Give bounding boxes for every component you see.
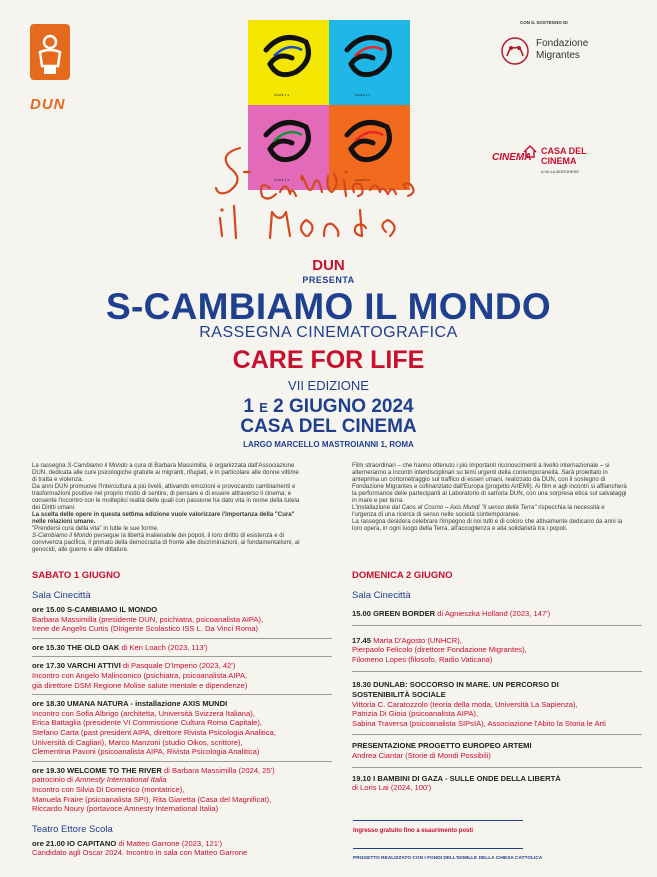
program-event bbox=[32, 643, 332, 653]
venue-name: CASA DEL CINEMA bbox=[240, 416, 417, 437]
event-title: ore 17.30 VARCHI ATTIVI bbox=[32, 661, 121, 671]
event-detail bbox=[32, 775, 332, 785]
event-detail: Manuela Fraire (psicoanalista SPI), Rita Giaretta (Casa del Magnificat), bbox=[32, 794, 272, 804]
program-day-1 bbox=[32, 570, 332, 858]
program-event bbox=[32, 699, 332, 757]
care-title: CARE FOR LIFE bbox=[232, 346, 425, 374]
event-title: ore 18.30 UMANA NATURA - installazione AXIS MUNDI bbox=[32, 699, 228, 709]
casa-del-cinema-name bbox=[541, 146, 611, 166]
event-detail-text: Amnesty International Italia bbox=[75, 775, 167, 785]
program-event bbox=[352, 609, 642, 619]
presenta-label: PRESENTA bbox=[302, 275, 355, 285]
event-credit: di Barbara Massimilla (2024, 25') bbox=[161, 765, 275, 775]
program-day-2 bbox=[352, 570, 642, 793]
intro-text: S-Cambiamo il Mondo bbox=[67, 462, 128, 469]
footer-rule bbox=[353, 848, 523, 849]
intro-right-column bbox=[352, 462, 627, 532]
intro-paragraph: Film straordinari – che hanno ottenuto i più importanti riconoscimenti a livello internazionale – si alterneranno a incontri interdisciplinari su temi urgenti della contemporaneità. Sarà proiettato in anteprima un cortometraggio sul traffico di esseri umani, realizzato da DUN, con il sostegno di Fondazione Migrantes e cofinanziato dall'Europa (progetto ArtEMI). Ai film e agli incontri si affiancherà la performance delle partecipanti al Laboratorio di sartoria DUN, con una sorpresa etica sul salvataggi in mare e per terra. bbox=[352, 462, 627, 504]
intro-paragraph bbox=[32, 462, 302, 483]
divider bbox=[352, 767, 642, 768]
program-event bbox=[32, 839, 332, 858]
intro-text: La rassegna bbox=[32, 462, 68, 469]
program-event bbox=[32, 605, 332, 634]
funding-note: PROGETTO REALIZZATO CON I FONDI DELL'8XMILLE DELLA CHIESA CATTOLICA bbox=[353, 856, 543, 861]
divider bbox=[32, 656, 332, 657]
intro-text: dal Caos al Cosmo – Axis Mundi "il senso della Terra" bbox=[391, 504, 537, 511]
program-event bbox=[352, 741, 642, 760]
event-detail: già direttore DSM Regione Molise salute mentale e dipendenze) bbox=[32, 680, 248, 690]
program-event bbox=[352, 636, 642, 665]
subtitle: RASSEGNA CINEMATOGRAFICA bbox=[199, 324, 458, 341]
house-icon bbox=[523, 144, 537, 158]
divider bbox=[32, 638, 332, 639]
artwork-scale-label: SCALE 1:1 bbox=[355, 178, 371, 182]
intro-text: rispecchia la necessità e l'urgenza di una ricerca di senso nelle società contemporanee. bbox=[352, 504, 605, 518]
intro-paragraph: La rassegna desidera celebrare l'impegno di noi tutti e di coloro che attivamente dedicano da anni la loro opera, in ogni luogo della Terra, all'accoglienza e alla solidarietà tra i popoli. bbox=[352, 518, 623, 532]
fondazione-line: Fondazione bbox=[536, 38, 589, 49]
event-title: 19.10 I BAMBINI DI GAZA - SULLE ONDE DELLA LIBERTÀ bbox=[352, 773, 561, 783]
event-detail: Erica Battaglia (presidente VI Commissione Cultura Roma Capitale), bbox=[32, 718, 263, 728]
dun-logo-icon bbox=[28, 22, 72, 82]
event-title: 15.00 GREEN BORDER bbox=[352, 609, 436, 618]
cinema-line: CINEMA bbox=[541, 156, 577, 166]
event-detail: Marta D'Agosto (UNHCR), bbox=[373, 635, 462, 645]
event-title: ore 15.00 S-CAMBIAMO IL MONDO bbox=[32, 605, 158, 614]
program-event bbox=[352, 680, 642, 728]
date-one: 1 bbox=[243, 396, 254, 417]
casa-del-cinema-script: CINEMA bbox=[492, 152, 532, 163]
intro-text: L'installazione bbox=[352, 504, 392, 511]
event-detail: Andrea Ciantar (Storie di Mondi Possibili) bbox=[352, 750, 491, 760]
free-entry-note: Ingresso gratuito fino a esaurimento posti bbox=[353, 828, 474, 834]
event-detail: Candidato agli Oscar 2024. Incontro in sala con Matteo Garrone bbox=[32, 848, 248, 858]
fondazione-migrantes-name bbox=[536, 38, 606, 62]
event-title: ore 15.30 THE OLD OAK bbox=[32, 642, 120, 652]
event-detail: Clementina Pavoni (psicoanalista AIPA, Rivista Psicologia Analitica) bbox=[32, 747, 260, 757]
casa-del-cinema-subtitle: A VILLA BORGHESE bbox=[541, 169, 580, 174]
venue-address: LARGO MARCELLO MASTROIANNI 1, ROMA bbox=[243, 440, 414, 449]
intro-paragraph bbox=[352, 504, 627, 518]
dun-logo-text: DUN bbox=[30, 96, 66, 113]
event-detail: Incontro con Silvia Di Domenico (montatrice), bbox=[32, 784, 185, 794]
intro-paragraph: Da anni DUN promuove l'Intercultura a più livelli, attivando emozioni e provocando cambiamenti e trasformazioni positive nel proprio modo di sentire, di pensare e di essere attraverso il cinema; e consente l'incontro con le molteplici realtà delle quali con passione ha dato vita in nome della tutela dei Diritti umani. bbox=[32, 483, 300, 511]
handwritten-signature bbox=[210, 140, 450, 248]
event-detail: Sabina Traversa (psicoanalista SIPsIA), Associazione l'Abito la Storia le Arti bbox=[352, 718, 606, 728]
day-heading: SABATO 1 GIUGNO bbox=[32, 570, 121, 581]
divider bbox=[352, 734, 642, 735]
event-credit: di Matteo Garrone (2023, 121') bbox=[116, 838, 222, 848]
footer-rule bbox=[353, 820, 523, 821]
event-detail: Vittoria C. Caratozzolo (teoria della moda, Università La Sapienza), bbox=[352, 699, 578, 709]
divider bbox=[352, 671, 642, 672]
venue-heading: Teatro Ettore Scola bbox=[32, 823, 113, 835]
event-title: ore 21.00 IO CAPITANO bbox=[32, 838, 117, 848]
intro-left-column bbox=[32, 462, 302, 553]
edition-label: VII EDIZIONE bbox=[288, 378, 369, 393]
event-detail: Incontro con Sofia Albrigo (architetta, Università Svizzera Italiana), bbox=[32, 708, 255, 718]
migrantes-line: Migrantes bbox=[536, 50, 580, 61]
event-detail: Stefano Carta (past president AIPA, direttore Rivista Psicologia Analitica, bbox=[32, 727, 276, 737]
date-conjunction: E bbox=[259, 400, 268, 415]
venue-heading: Sala Cinecittà bbox=[352, 590, 411, 601]
event-credit: di Pasquale D'Imperio (2023, 42') bbox=[120, 661, 236, 671]
divider bbox=[32, 694, 332, 695]
event-title: ore 19.30 WELCOME TO THE RIVER bbox=[32, 765, 162, 775]
event-title: 18.30 DUNLAB: SOCCORSO IN MARE. UN PERCORSO DI bbox=[352, 680, 559, 690]
event-detail: di Loris Lai (2024, 100') bbox=[352, 783, 432, 793]
intro-text: S-Cambiamo il Mondo bbox=[32, 532, 93, 539]
program-event bbox=[352, 774, 642, 793]
event-detail: Barbara Massimilla (presidente DUN, psichiatra, psicoanalista AIPA), bbox=[32, 614, 264, 624]
artwork-scale-label: SCALE 1:1 bbox=[355, 93, 371, 97]
event-detail: Pierpaolo Felicolo (direttore Fondazione Migrantes), bbox=[352, 645, 527, 655]
presenter-name: DUN bbox=[312, 257, 345, 274]
event-dates bbox=[0, 396, 657, 418]
event-detail: Università di Cagliari), Marco Manzoni (studio Oikos, scrittore), bbox=[32, 737, 243, 747]
intro-paragraph: "Prendersi cura della vita" in tutte le sue forme. bbox=[32, 525, 159, 532]
program-event bbox=[32, 766, 332, 814]
fondazione-migrantes-logo-icon bbox=[500, 36, 530, 66]
intro-text: a cura di Barbara Massimilla, è organizzata dall'Associazione DUN, dedicata alle cure psicologiche gratuite ai migranti, rifugiati, e in particolare alle donne vittime di tratta e violenza. bbox=[32, 462, 299, 483]
divider bbox=[32, 761, 332, 762]
event-detail-text: patrocinio di bbox=[32, 775, 76, 785]
event-credit: di Ken Loach (2023, 113') bbox=[119, 642, 208, 652]
event-title: SOSTENIBILITÀ SOCIALE bbox=[352, 689, 446, 699]
event-time: 17.45 bbox=[352, 635, 374, 645]
event-detail: Incontro con Angelo Malinconico (psichiatra, psicoanalista AIPA, bbox=[32, 670, 248, 680]
event-detail: Filomeno Lopes (filosofo, Radio Vaticana) bbox=[352, 654, 493, 664]
event-detail: Patrizia Di Gioia (psicoanalista AIPA), bbox=[352, 709, 479, 719]
sponsor-label: CON IL SOSTEGNO DI bbox=[520, 20, 568, 25]
program-event bbox=[32, 661, 332, 690]
artwork-scale-label: SCALE 1:1 bbox=[274, 178, 290, 182]
intro-paragraph bbox=[32, 532, 302, 553]
event-credit: di Agnieszka Holland (2023, 147') bbox=[435, 609, 551, 618]
intro-paragraph: La scelta delle opere in questa settima edizione vuole valorizzare l'importanza della "Cura" nelle relazioni umane. bbox=[32, 511, 295, 525]
event-detail: Irene de Angelis Curtis (Dirigente Scolastico ISS L. Da Vinci Roma) bbox=[32, 624, 259, 634]
date-two: 2 GIUGNO 2024 bbox=[273, 396, 414, 417]
venue-heading: Sala Cinecittà bbox=[32, 590, 91, 601]
intro-text: persegue la libertà inalienabile dei popoli, il loro diritto di esistenza e di convivenza pacifica, il primato della democrazia di fronte alle discriminazioni, ai fondamentalismi, ai genocidi, alle guerre e alle dittature. bbox=[32, 532, 300, 553]
main-title: S-CAMBIAMO IL MONDO bbox=[106, 286, 551, 327]
event-detail: Riccardo Noury (portavoce Amnesty International Italia) bbox=[32, 804, 219, 814]
casa-del-line: CASA DEL bbox=[541, 146, 587, 156]
event-title: PRESENTAZIONE PROGETTO EUROPEO ARTEMI bbox=[352, 741, 532, 751]
artwork-scale-label: SCALE 1:1 bbox=[274, 93, 290, 97]
day-heading: DOMENICA 2 GIUGNO bbox=[352, 570, 453, 581]
divider bbox=[352, 625, 642, 626]
